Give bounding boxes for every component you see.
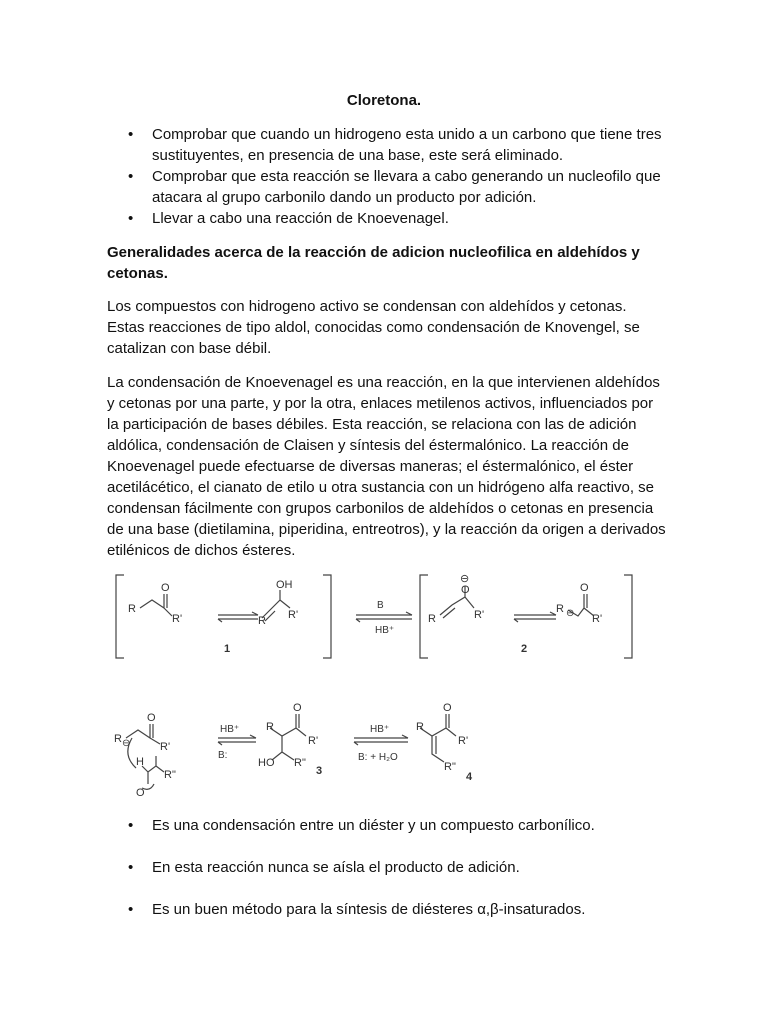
- objective-item: • Llevar a cabo una reacción de Knoevenagel.: [107, 208, 667, 229]
- label-Rdoubleprime: R": [294, 757, 306, 769]
- bracket-right: [323, 575, 331, 658]
- label-OH: OH: [276, 579, 293, 591]
- condition-Bwater: B: + H₂O: [358, 752, 398, 763]
- label-O: O: [580, 582, 589, 594]
- compound-label-4: 4: [466, 771, 473, 783]
- label-R: R: [556, 603, 564, 615]
- label-O: O: [293, 702, 302, 714]
- label-Rprime: R': [458, 735, 469, 747]
- bracket-left-2: [420, 575, 428, 658]
- protonation-arrow: [218, 735, 256, 745]
- characteristics-list: [107, 815, 667, 941]
- label-O: O: [147, 712, 156, 724]
- objectives-list: [107, 124, 667, 229]
- equilibrium-arrow: [218, 612, 258, 622]
- label-R: R: [416, 721, 424, 733]
- label-Rprime: R': [160, 741, 171, 753]
- compound-label-3: 3: [316, 765, 323, 777]
- label-Ominus: ⊖: [460, 573, 470, 585]
- label-minus: ⊖: [566, 608, 575, 619]
- document-title: Cloretona.: [346, 92, 422, 109]
- label-minus: ⊖: [122, 738, 131, 749]
- label-R: R: [114, 733, 122, 745]
- label-Rprime: R': [288, 609, 299, 621]
- label-Rprime: R': [474, 609, 485, 621]
- label-R: R: [266, 721, 274, 733]
- label-O: O: [443, 702, 452, 714]
- bracket-left: [116, 575, 124, 658]
- compound-label-1: 1: [224, 643, 231, 655]
- dehydration-arrow: [354, 735, 408, 745]
- objective-item: • Comprobar que esta reacción se llevara a cabo generando un nucleofilo que atacara al grupo carbonilo dando un producto por adición.: [107, 166, 667, 208]
- compound-label-2: 2: [521, 643, 528, 655]
- label-Rprime: R': [172, 613, 183, 625]
- paragraph-intro: Los compuestos con hidrogeno activo se condensan con aldehídos y cetonas. Estas reacciones de tipo aldol, conocidas como condensación de Knovengel, se catalizan con base débil.: [107, 298, 640, 357]
- condition-HBplus: HB⁺: [375, 625, 395, 636]
- enol-structure: [262, 590, 290, 618]
- resonance-arrow: [514, 612, 556, 622]
- paragraph-knoevenagel: La condensación de Knoevenagel es una reacción, en la que intervienen aldehídos y cetonas por una parte, y por la otra, enlaces metilenos activos, influenciados por la participación de bases débiles. Esta reacción, se relaciona con las de adición aldólica, condensación de Claisen y síntesis del éstermalónico. La reacción de Knoevenagel puede efectuarse de diversas maneras; el éstermalónico, el éster acetilácético, el cianato de etilo u otra sustancia con un hidrógeno alfa reactivo, se condensan fácilmente con grupos carbonilos de aldehídos o cetonas en presencia de una base (dietilamina, piperidina, entreotros), y la reacción da origen a derivados etilénicos de dichos ésteres.: [107, 374, 666, 559]
- bracket-right-2: [624, 575, 632, 658]
- objective-item: • Comprobar que cuando un hidrogeno esta unido a un carbono que tiene tres sustituyentes, en presencia de una base, este será eliminado.: [107, 124, 667, 166]
- characteristic-item: • Es una condensación entre un diéster y un compuesto carbonílico.: [107, 815, 667, 836]
- label-R: R: [258, 615, 266, 627]
- condition-Bcolon: B:: [218, 750, 228, 761]
- aldehyde-structure: [142, 756, 164, 784]
- condition-HBplus: HB⁺: [220, 724, 240, 735]
- label-H: H: [136, 756, 144, 768]
- base-arrow: [356, 612, 412, 622]
- label-Rprime: R': [308, 735, 319, 747]
- condition-HBplus: HB⁺: [370, 724, 390, 735]
- label-O: O: [136, 787, 145, 799]
- label-Rdoubleprime: R": [444, 761, 456, 773]
- characteristic-item: • En esta reacción nunca se aísla el producto de adición.: [107, 857, 667, 878]
- label-R: R: [428, 613, 436, 625]
- label-O: O: [461, 584, 470, 596]
- label-Rdoubleprime: R": [164, 769, 176, 781]
- label-HO: HO: [258, 757, 275, 769]
- condition-B: B: [377, 600, 384, 611]
- aldol-product-structure: [270, 714, 306, 760]
- characteristic-item: • Es un buen método para la síntesis de diésteres α,β-insaturados.: [107, 899, 667, 920]
- label-O: O: [161, 582, 170, 594]
- nucleophile-structure: [126, 724, 160, 744]
- label-R: R: [128, 603, 136, 615]
- section-heading: Generalidades acerca de la reacción de adicion nucleofilica en aldehídos y cetonas.: [107, 244, 640, 282]
- reaction-scheme: [0, 560, 768, 815]
- unsaturated-product-structure: [420, 714, 456, 762]
- label-Rprime: R': [592, 613, 603, 625]
